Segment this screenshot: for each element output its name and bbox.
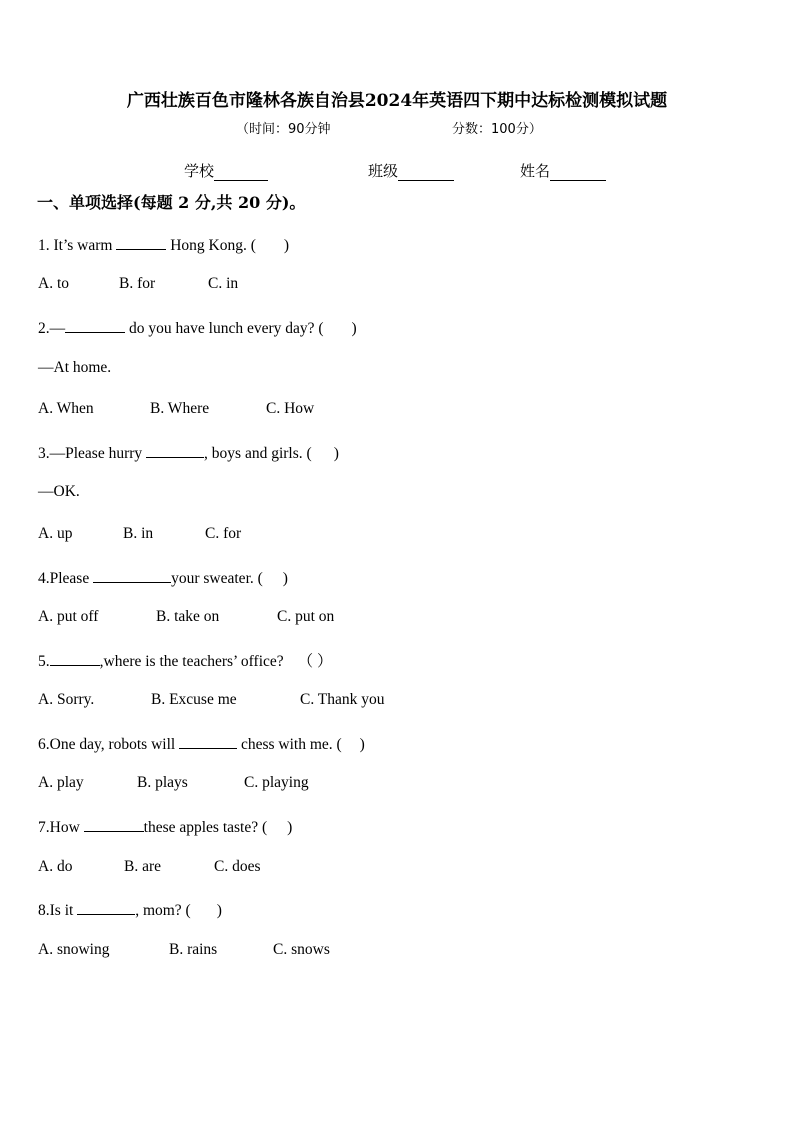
- question-6-option-b[interactable]: B. plays: [137, 774, 188, 791]
- question-3-options: [38, 524, 241, 544]
- question-4-stem: [38, 566, 288, 589]
- question-2-option-c[interactable]: C. How: [266, 400, 315, 417]
- section-title: 一、单项选择(每题 2 分,共 20 分)。: [37, 193, 306, 212]
- question-4-blank[interactable]: [93, 566, 171, 583]
- question-1-options: [38, 274, 238, 294]
- question-3-option-c[interactable]: C. for: [205, 525, 242, 542]
- question-6-option-c[interactable]: C. playing: [244, 774, 309, 791]
- question-3-stem: [38, 441, 339, 464]
- question-1-text-after: Hong Kong. (: [166, 237, 256, 254]
- question-8-paren-end: ): [216, 902, 222, 919]
- question-5-option-b[interactable]: B. Excuse me: [151, 691, 237, 708]
- question-1-paren-end: ): [283, 237, 290, 254]
- question-8-option-c[interactable]: C. snows: [273, 941, 330, 958]
- question-3-option-a[interactable]: A. up: [38, 525, 73, 542]
- question-4-option-b[interactable]: B. take on: [156, 608, 220, 625]
- question-2-text-after: do you have lunch every day? (: [125, 320, 324, 337]
- exam-score: 分数：100分）: [452, 122, 542, 137]
- question-5-option-c[interactable]: C. Thank you: [300, 691, 385, 708]
- question-3-blank[interactable]: [146, 441, 204, 458]
- question-1-option-a[interactable]: A. to: [38, 275, 69, 292]
- question-7-paren-end: ): [287, 819, 293, 836]
- question-6-option-a[interactable]: A. play: [38, 774, 84, 791]
- question-4-option-a[interactable]: A. put off: [38, 608, 99, 625]
- question-4-text-before: 4.Please: [38, 570, 94, 587]
- question-2-blank[interactable]: [65, 316, 125, 333]
- question-2-options: [38, 399, 314, 419]
- name-blank[interactable]: [550, 166, 606, 181]
- question-5-option-a[interactable]: A. Sorry.: [38, 691, 95, 708]
- question-7-option-b[interactable]: B. are: [124, 858, 162, 875]
- question-5-text-before: 5.: [38, 653, 50, 670]
- name-label: 姓名: [520, 162, 551, 180]
- question-7-option-a[interactable]: A. do: [38, 858, 73, 875]
- question-7-text-after: these apples taste? (: [143, 819, 268, 836]
- question-1-text-before: 1. It’s warm: [38, 237, 117, 254]
- question-4-options: [38, 607, 334, 627]
- question-3-reply: —OK.: [38, 483, 80, 500]
- name-field[interactable]: [520, 160, 606, 181]
- question-5-paren-end: （ ）: [297, 653, 333, 670]
- question-6-options: [38, 773, 309, 793]
- question-8-text-before: 8.Is it: [38, 902, 78, 919]
- question-6-blank[interactable]: [179, 732, 237, 749]
- question-2-option-a[interactable]: A. When: [38, 400, 94, 417]
- question-5-blank[interactable]: [50, 649, 100, 666]
- question-2-text-before: 2.—: [38, 320, 66, 337]
- class-blank[interactable]: [398, 166, 454, 181]
- question-6-stem: [38, 732, 365, 755]
- question-3-text-after: , boys and girls. (: [204, 445, 312, 462]
- question-2-stem: [38, 316, 357, 339]
- question-7-stem: [38, 815, 292, 838]
- school-blank[interactable]: [214, 166, 268, 181]
- question-7-text-before: 7.How: [38, 819, 84, 836]
- question-4-text-after: your sweater. (: [171, 570, 263, 587]
- question-6-paren-end: ): [359, 736, 365, 753]
- question-5-text-after: ,where is the teachers’ office?: [99, 653, 284, 670]
- class-label: 班级: [368, 162, 399, 180]
- question-2-paren-end: ): [351, 320, 357, 337]
- question-1-option-b[interactable]: B. for: [119, 275, 156, 292]
- question-8-option-b[interactable]: B. rains: [169, 941, 218, 958]
- school-label: 学校: [184, 162, 215, 180]
- question-7-blank[interactable]: [84, 815, 144, 832]
- question-7-options: [38, 857, 261, 877]
- question-3-paren-end: ): [333, 445, 339, 462]
- school-field[interactable]: [184, 160, 268, 181]
- question-1-blank[interactable]: [116, 233, 166, 250]
- question-8-stem: [38, 898, 222, 921]
- class-field[interactable]: [368, 160, 454, 181]
- question-3-text-before: 3.—Please hurry: [38, 445, 147, 462]
- question-1-stem: [38, 233, 289, 256]
- exam-title: 广西壮族百色市隆林各族自治县2024年英语四下期中达标检测模拟试题: [126, 91, 668, 111]
- question-8-option-a[interactable]: A. snowing: [38, 941, 110, 958]
- question-8-blank[interactable]: [77, 898, 135, 915]
- question-8-text-after: , mom? (: [135, 902, 191, 919]
- question-6-text-before: 6.One day, robots will: [38, 736, 180, 753]
- question-2-reply: —At home.: [38, 359, 112, 376]
- exam-time: （时间：90分钟: [236, 122, 331, 137]
- question-1-option-c[interactable]: C. in: [208, 275, 239, 292]
- question-8-options: [38, 940, 330, 960]
- question-5-stem: [38, 649, 333, 672]
- question-7-option-c[interactable]: C. does: [214, 858, 261, 875]
- question-3-option-b[interactable]: B. in: [123, 525, 154, 542]
- question-4-option-c[interactable]: C. put on: [277, 608, 335, 625]
- question-6-text-after: chess with me. (: [237, 736, 342, 753]
- question-2-option-b[interactable]: B. Where: [150, 400, 210, 417]
- question-5-options: [38, 690, 385, 710]
- question-4-paren-end: ): [282, 570, 288, 587]
